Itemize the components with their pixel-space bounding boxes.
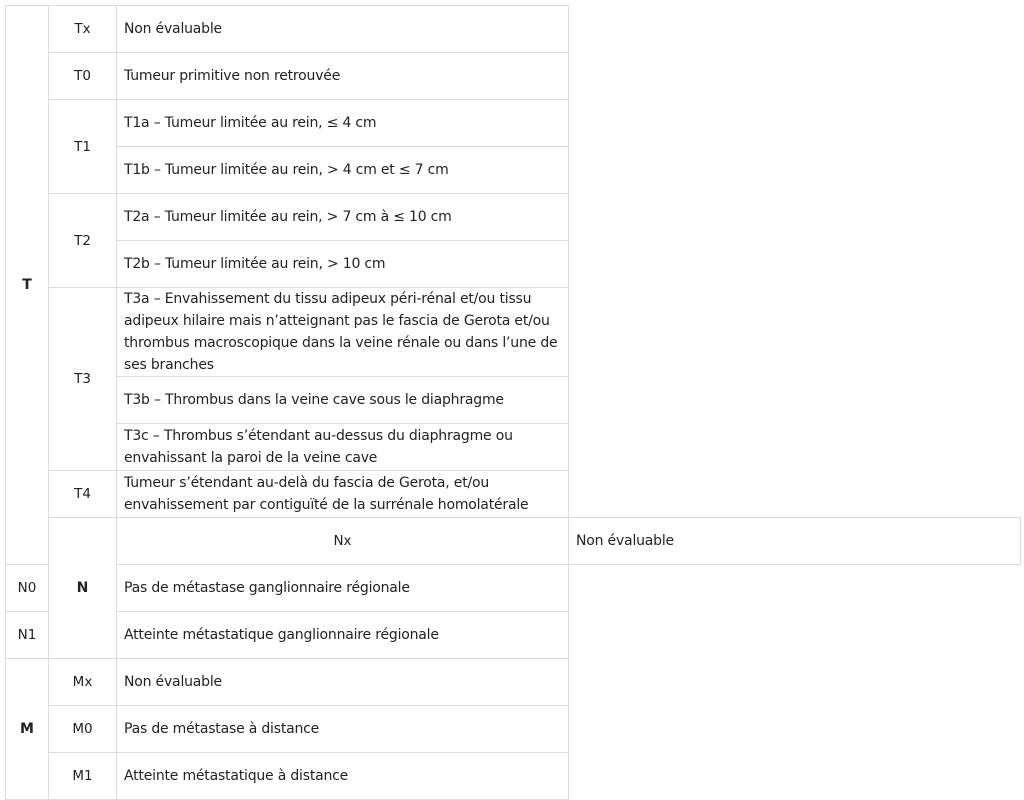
stage-code-tx: Tx (49, 6, 117, 53)
table-row (6, 424, 1021, 471)
table-row (6, 565, 1021, 612)
stage-code-t2: T2 (49, 194, 117, 288)
stage-description: Tumeur s’étendant au-delà du fascia de Gerota, et/ou envahissement par contiguïté de la surrénale homolatérale (117, 471, 569, 518)
stage-description: T1b – Tumeur limitée au rein, > 4 cm et ≤ 7 cm (117, 147, 569, 194)
stage-description: Non évaluable (117, 659, 569, 706)
stage-description: T3b – Thrombus dans la veine cave sous le diaphragme (117, 377, 569, 424)
stage-code-t0: T0 (49, 53, 117, 100)
stage-code-mx: Mx (49, 659, 117, 706)
table-row (6, 100, 1021, 147)
table-body (6, 6, 1021, 800)
stage-code-n0: N0 (6, 565, 49, 612)
table-row (6, 6, 1021, 53)
table-row (6, 147, 1021, 194)
category-cell-n: N (49, 518, 117, 659)
stage-code-m0: M0 (49, 706, 117, 753)
stage-description: T1a – Tumeur limitée au rein, ≤ 4 cm (117, 100, 569, 147)
stage-description: T2b – Tumeur limitée au rein, > 10 cm (117, 241, 569, 288)
table-row (6, 706, 1021, 753)
table-row (6, 241, 1021, 288)
stage-description: Atteinte métastatique à distance (117, 753, 569, 800)
table-row (6, 659, 1021, 706)
stage-code-n1: N1 (6, 612, 49, 659)
stage-description: T3c – Thrombus s’étendant au-dessus du diaphragme ou envahissant la paroi de la veine cave (117, 424, 569, 471)
stage-description: T2a – Tumeur limitée au rein, > 7 cm à ≤ 10 cm (117, 194, 569, 241)
stage-code-t3: T3 (49, 288, 117, 471)
tnm-classification-table (5, 5, 1021, 800)
stage-code-t4: T4 (49, 471, 117, 518)
stage-description: Pas de métastase ganglionnaire régionale (117, 565, 569, 612)
table-row (6, 377, 1021, 424)
stage-description: Atteinte métastatique ganglionnaire régionale (117, 612, 569, 659)
stage-code-m1: M1 (49, 753, 117, 800)
table-row (6, 288, 1021, 377)
table-row (6, 518, 1021, 565)
category-cell-m: M (6, 659, 49, 800)
stage-code-t1: T1 (49, 100, 117, 194)
table-row (6, 753, 1021, 800)
stage-description: Non évaluable (117, 6, 569, 53)
table-row (6, 612, 1021, 659)
table-row (6, 194, 1021, 241)
category-cell-t: T (6, 6, 49, 565)
stage-description: Pas de métastase à distance (117, 706, 569, 753)
stage-description: Tumeur primitive non retrouvée (117, 53, 569, 100)
table-row (6, 471, 1021, 518)
stage-code-nx: Nx (117, 518, 569, 565)
table-row (6, 53, 1021, 100)
stage-description: Non évaluable (569, 518, 1021, 565)
stage-description: T3a – Envahissement du tissu adipeux péri-rénal et/ou tissu adipeux hilaire mais n’atteignant pas le fascia de Gerota et/ou thrombus macroscopique dans la veine rénale ou dans l’une de ses branches (117, 288, 569, 377)
